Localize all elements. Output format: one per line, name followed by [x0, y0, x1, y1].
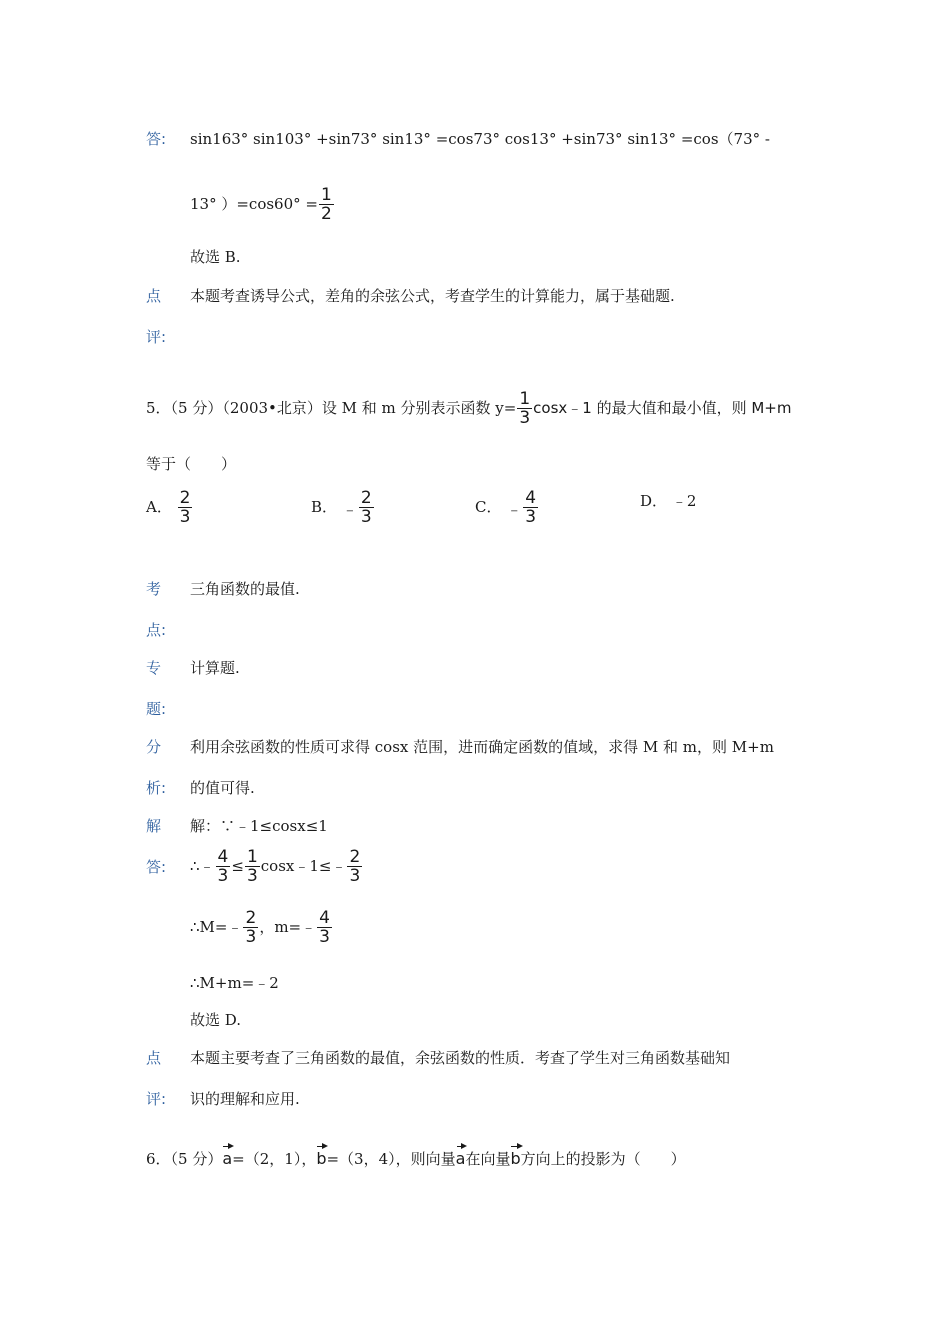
fraction-one-half: $\frac{1}{2}$	[320, 185, 332, 224]
fenxi-label-bottom: 析:	[146, 779, 167, 797]
option-b[interactable]	[311, 490, 375, 526]
option-d-value: ﹣2	[671, 492, 697, 510]
solution-line5: 故选 D.	[190, 1011, 242, 1029]
sol2-mid: cosx﹣1≤﹣	[260, 857, 347, 875]
sol3-mid: ，m=﹣	[259, 918, 317, 936]
q6-part3: 在向量	[465, 1150, 511, 1168]
jieda-label-top: 解	[146, 817, 162, 835]
vector-b: b	[316, 1143, 326, 1168]
q6-part4: 方向上的投影为（ ）	[520, 1150, 686, 1168]
dianping-line2: 识的理解和应用.	[190, 1090, 300, 1108]
dianping-line1: 本题主要考查了三角函数的最值，余弦函数的性质．考查了学生对三角函数基础知	[190, 1049, 731, 1067]
option-c-letter: C．	[475, 498, 502, 516]
q6-pre: 6．（5 分）	[146, 1150, 223, 1168]
zhuanti-label-top: 专	[146, 659, 162, 677]
sol2-frac-four-thirds: $\frac{4}{3}$	[217, 847, 229, 886]
sol2-frac-two-thirds: $\frac{2}{3}$	[349, 847, 361, 886]
jieda-label-bottom: 答:	[146, 858, 167, 876]
q4-comment: 本题考查诱导公式，差角的余弦公式，考查学生的计算能力，属于基础题.	[190, 287, 675, 305]
q4-line2-text: 13° ）=cos60° =	[190, 195, 318, 213]
comment-label-bottom: 评:	[146, 328, 167, 346]
option-d-letter: D．	[640, 492, 668, 510]
option-c-fraction: $\frac{4}{3}$	[525, 488, 537, 527]
fenxi-label-top: 分	[146, 738, 162, 756]
comment-label-top: 点	[146, 287, 162, 305]
q5-stem-line2: 等于（ ）	[146, 455, 237, 473]
q5-stem-line1	[146, 391, 792, 427]
dianping-label-top: 点	[146, 1049, 162, 1067]
zhuanti-text: 计算题.	[190, 659, 240, 677]
option-a-fraction: $\frac{2}{3}$	[179, 488, 191, 527]
fenxi-line2: 的值可得.	[190, 779, 255, 797]
q4-choice-line: 故选 B.	[190, 248, 241, 266]
option-a-letter: A．	[146, 498, 172, 516]
kaodian-text: 三角函数的最值.	[190, 580, 300, 598]
option-b-sign: ﹣	[341, 499, 358, 519]
q4-solution-line2	[190, 187, 335, 223]
q6-part1: =（2，1），	[232, 1150, 317, 1168]
sol2-leq: ≤	[231, 857, 244, 875]
solution-line4: ∴M+m=﹣2	[190, 974, 279, 992]
option-c[interactable]	[475, 490, 539, 526]
zhuanti-label-bottom: 题:	[146, 700, 167, 718]
option-b-fraction: $\frac{2}{3}$	[360, 488, 372, 527]
vector-b-ref: b	[510, 1143, 520, 1168]
solution-line3	[190, 910, 333, 946]
answer-label: 答:	[146, 130, 167, 148]
q5-stem-pre: 5．（5 分）（2003•北京）设 M 和 m 分别表示函数 y=	[146, 399, 517, 417]
fenxi-line1: 利用余弦函数的性质可求得 cosx 范围，进而确定函数的值域，求得 M 和 m，则 M+m	[190, 738, 774, 756]
sol2-pre: ∴﹣	[190, 857, 215, 875]
q5-stem-post: cosx﹣1 的最大值和最小值，则 M+m	[533, 399, 792, 417]
solution-line1: 解：∵﹣1≤cosx≤1	[190, 817, 328, 835]
kaodian-label-top: 考	[146, 580, 162, 598]
option-c-sign: ﹣	[506, 499, 523, 519]
solution-line2	[190, 849, 363, 885]
q6-part2: =（3，4），则向量	[326, 1150, 456, 1168]
vector-a: a	[222, 1143, 232, 1168]
sol2-frac-one-third: $\frac{1}{3}$	[246, 847, 258, 886]
sol3-frac-M: $\frac{2}{3}$	[245, 908, 257, 947]
vector-a-ref: a	[456, 1143, 466, 1168]
kaodian-label-bottom: 点:	[146, 621, 167, 639]
dianping-label-bottom: 评:	[146, 1090, 167, 1108]
option-d[interactable]	[640, 490, 696, 511]
q5-stem-fraction: $\frac{1}{3}$	[519, 389, 531, 428]
sol3-frac-m: $\frac{4}{3}$	[319, 908, 330, 947]
option-a[interactable]	[146, 490, 193, 526]
q4-solution-line1: sin163° sin103° +sin73° sin13° =cos73° cos13° +sin73° sin13° =cos（73° -	[190, 130, 770, 148]
sol3-pre: ∴M=﹣	[190, 918, 243, 936]
q6-stem	[146, 1143, 686, 1169]
option-b-letter: B．	[311, 498, 338, 516]
